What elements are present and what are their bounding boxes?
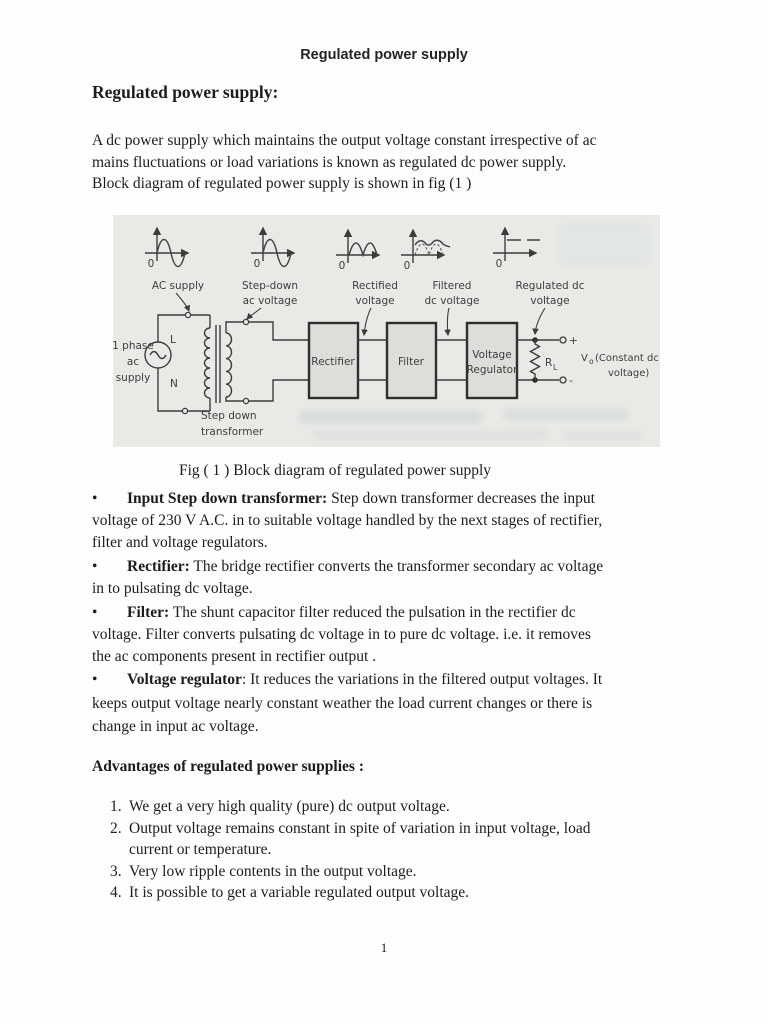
origin-label: 0 [253,258,261,270]
intro-line: A dc power supply which maintains the output voltage constant irrespective of ac [92,132,597,149]
bullet-item-filter [92,602,732,668]
advantages-heading: Advantages of regulated power supplies : [92,758,364,775]
output-voltage-symbol: V [581,353,588,364]
list-number: 1. [110,798,122,815]
bullet-text: voltage of 230 V A.C. in to suitable voltage handled by the next stages of rectifier, [92,512,603,529]
block-voltage-regulator [467,323,518,398]
running-header: Regulated power supply [300,47,468,63]
bullet-text: voltage. Filter converts pulsating dc voltage in to pure dc voltage. i.e. it removes [92,626,591,643]
intro-line: mains fluctuations or load variations is known as regulated dc power supply. [92,153,567,171]
bullet-term: Input Step down transformer: [127,490,328,507]
bullet-text: The bridge rectifier converts the transformer secondary ac voltage [189,558,604,575]
regulator-label: Regulator [466,364,518,376]
bullet-text: in to pulsating dc voltage. [92,580,253,597]
bullet-marker: • [92,558,98,575]
list-item-text: Output voltage remains constant in spite of variation in input voltage, load [129,819,591,837]
bullet-text: : It reduces the variations in the filtered output voltages. It [241,671,603,688]
bullet-marker: • [92,671,98,688]
list-item [110,861,710,883]
page-title: Regulated power supply: [92,82,279,102]
bullet-text: filter and voltage regulators. [92,534,268,551]
bullet-text: The shunt capacitor filter reduced the pulsation in the rectifier dc [169,604,576,621]
load-resistor-label: R [545,357,553,369]
list-item-text: It is possible to get a variable regulated output voltage. [129,884,470,901]
bullet-text: Step down transformer decreases the input [327,490,595,507]
figure-caption: Fig ( 1 ) Block diagram of regulated power supply [178,462,492,479]
waveform-label: Rectified [352,280,398,292]
origin-label: 0 [147,258,155,270]
bullet-item-step-down-transformer [92,488,732,554]
load-resistor-subscript: L [553,363,558,372]
bullet-marker: • [92,604,98,621]
list-number: 4. [110,884,122,901]
output-terminals [560,335,659,387]
list-number: 3. [110,862,122,880]
transformer-label: transformer [201,426,264,438]
waveform-ac-supply [145,228,204,311]
source-label: supply [115,372,151,384]
rectifier-label: Rectifier [311,356,355,368]
waveform-label: Filtered [432,280,472,292]
live-terminal-label: L [170,334,176,346]
list-number: 2. [110,819,122,837]
waveform-rectified [336,230,398,335]
list-item [110,818,710,861]
bullet-item-rectifier [92,556,732,600]
origin-label: 0 [495,258,503,270]
waveform-label: AC supply [151,280,205,292]
output-voltage-label: voltage) [608,368,650,379]
block-diagram-svg [113,215,660,447]
block-filter [387,323,436,398]
waveform-label: dc voltage [424,295,480,307]
sine-symbol-icon [150,352,166,359]
list-item [110,882,710,904]
waveform-label: voltage [530,295,570,307]
waveform-label: Regulated dc [515,280,585,292]
bullet-term: Filter: [127,604,170,621]
intro-paragraph [92,130,732,195]
origin-label: 0 [338,260,346,272]
transformer-label: Step down [201,410,257,422]
waveform-label: ac voltage [242,295,298,307]
waveform-stepdown-ac [242,228,298,319]
bullet-text: the ac components present in rectifier output . [92,648,377,665]
waveform-label: voltage [355,295,395,307]
list-item-text: Very low ripple contents in the output voltage. [129,862,417,880]
output-voltage-subscript: o [589,357,594,366]
neutral-terminal-label: N [170,378,178,390]
circuit-ac-source [113,312,210,413]
bullet-item-voltage-regulator [92,668,732,739]
source-label: ac [126,356,140,368]
bullet-marker: • [92,490,98,507]
bullet-text: keeps output voltage nearly constant weather the load current changes or there is [92,694,593,712]
waveform-filtered-dc [401,230,480,335]
bullet-term: Voltage regulator [127,671,242,688]
plus-sign: + [569,335,578,347]
list-item [110,796,710,818]
minus-sign: - [569,375,573,387]
origin-label: 0 [403,260,411,272]
list-item-text: We get a very high quality (pure) dc output voltage. [129,798,450,815]
intro-line: Block diagram of regulated power supply is shown in fig (1 ) [92,175,472,192]
source-label: 1 phase [113,340,154,352]
load-resistor [531,337,559,383]
waveform-label: Step-down [241,280,299,292]
regulator-label: Voltage [472,349,512,361]
step-down-transformer [201,315,309,438]
advantages-list [110,796,710,904]
bullet-text: change in input ac voltage. [92,718,259,735]
block-diagram-figure [113,215,660,447]
page-number: 1 [380,940,388,955]
list-item-text: current or temperature. [129,841,272,858]
output-voltage-label: (Constant dc [595,353,659,364]
filter-label: Filter [397,356,425,368]
bullet-term: Rectifier: [127,558,190,575]
block-rectifier [309,323,358,398]
